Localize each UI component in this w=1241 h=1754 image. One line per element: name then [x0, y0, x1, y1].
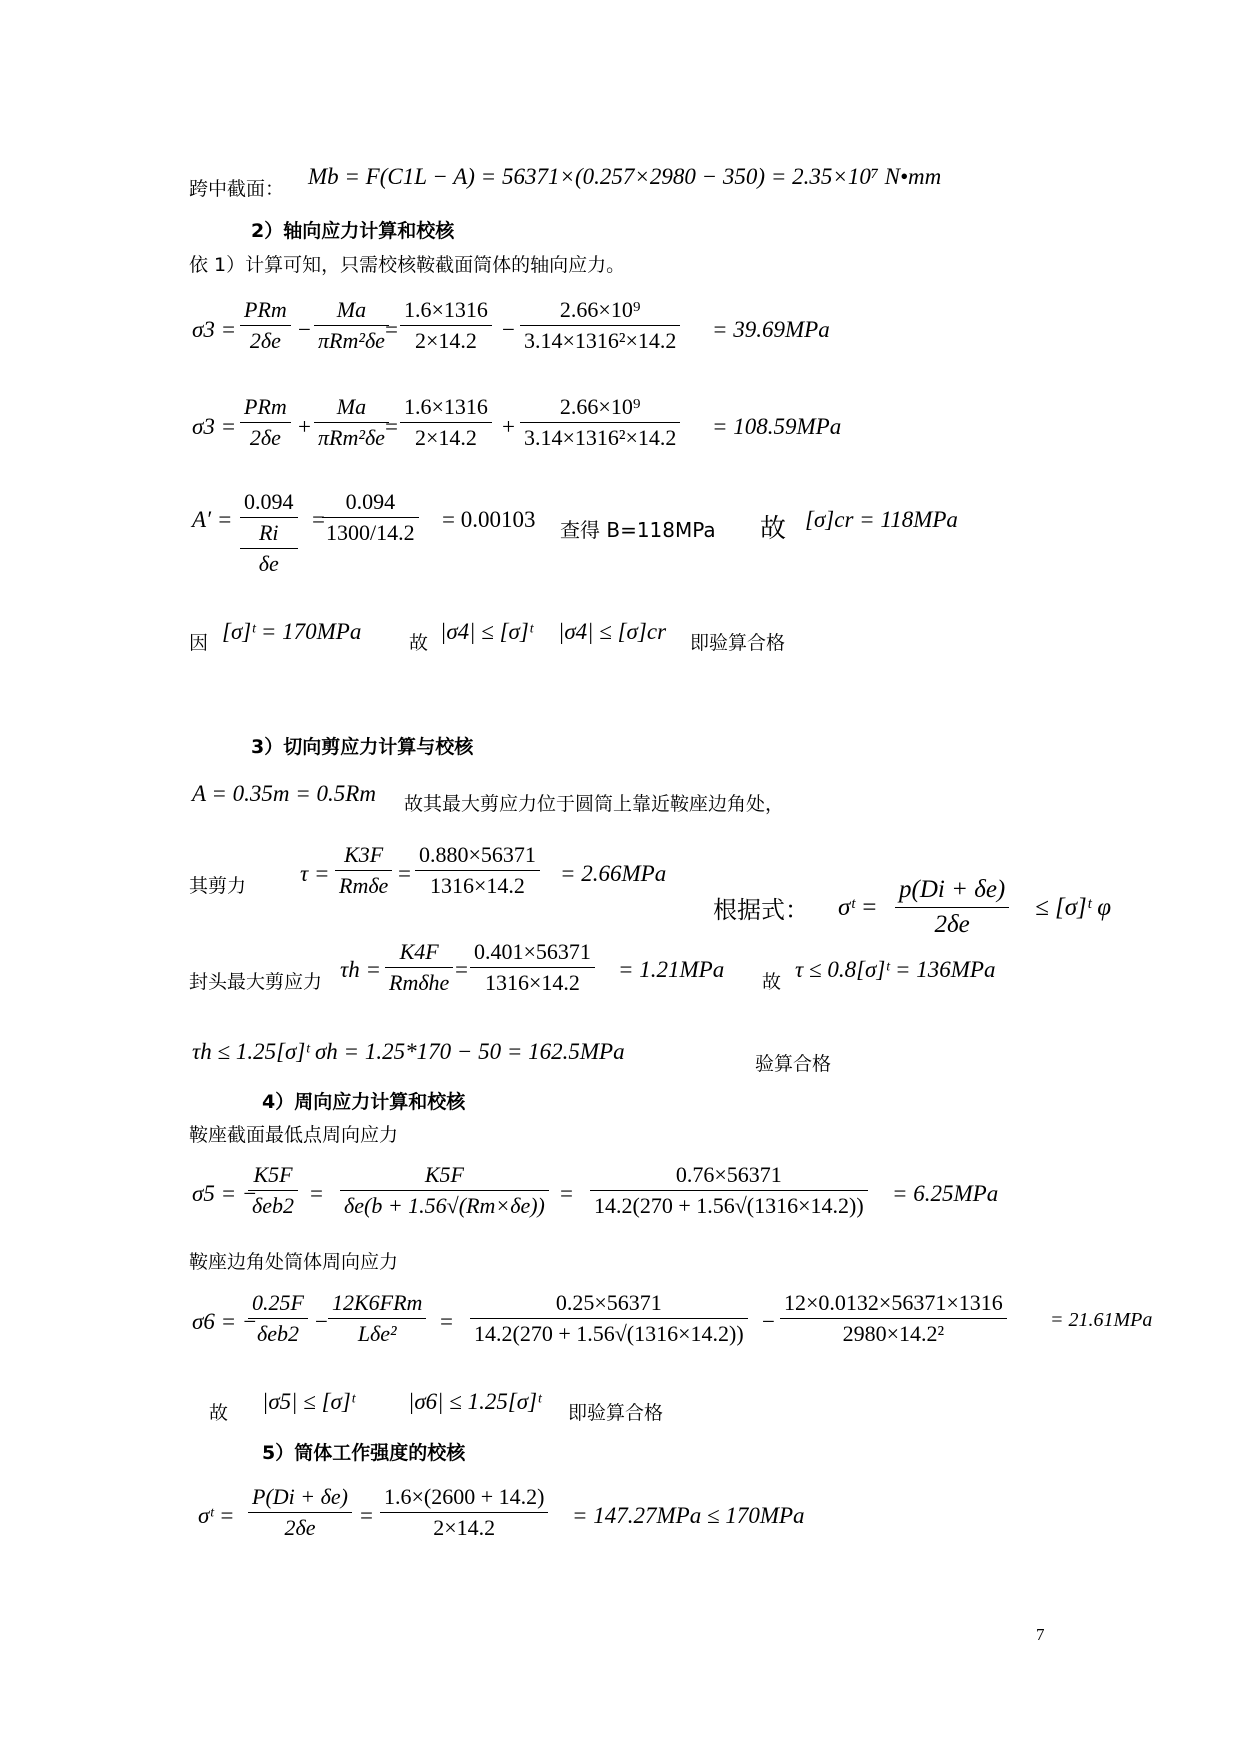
fraction: $\frac{1.6\times 1316}{2\times 14.2}$ [400, 395, 492, 450]
mid-span-formula: Mb = F(C1L − A) = 56371×(0.257×2980 − 350) = 2.35×10⁷ N•mm [308, 164, 942, 189]
fraction: PRm 2δe [240, 395, 291, 450]
result: = 108.59MPa [712, 414, 842, 439]
operator: − [502, 317, 515, 342]
fraction: Ma πRm²δe [314, 298, 389, 353]
fraction: $\frac{0.401\times 56371}{1316\times 14.2}$ [470, 940, 595, 995]
operator: − [298, 317, 311, 342]
condition: |σ4| ≤ [σ]cr [558, 619, 667, 644]
fraction: K5F δeb2 [248, 1163, 298, 1218]
fraction: $\frac{0.76\times 56371}{14.2(270 + 1.56√(1316\times 14.2))}$ [590, 1163, 868, 1218]
operator: = [312, 507, 325, 532]
basis-label: 根据式： [713, 896, 809, 924]
fraction: $\frac{1.6\times(2600 + 14.2)}{2\times 14.2}$ [380, 1485, 548, 1540]
fraction: K4F Rmδhe [385, 940, 453, 995]
sigma5-lhs: σ5 = − [192, 1181, 258, 1206]
tau-h-limit: τh ≤ 1.25[σ]ᵗ σh = 1.25*170 − 50 = 162.5MPa [192, 1039, 625, 1064]
shear-label: 其剪力 [189, 875, 247, 897]
note-text: 故其最大剪应力位于圆筒上靠近鞍座边角处， [404, 793, 785, 815]
sigma6-lhs: σ6 = − [192, 1309, 258, 1334]
so-text: 故 [409, 632, 429, 654]
operator: + [502, 414, 515, 439]
condition: |σ6| ≤ 1.25[σ]ᵗ [408, 1389, 541, 1414]
tau-limit: τ ≤ 0.8[σ]ᵗ = 136MPa [795, 957, 996, 982]
lookup-text: 查得 B=118MPa [560, 518, 716, 542]
fraction: $\frac{0.25\times 56371}{14.2(270 + 1.56√(1316\times 14.2))}$ [470, 1291, 748, 1346]
operator: = [440, 1309, 453, 1334]
result: = 0.00103 [442, 507, 536, 532]
sigma-t-lhs: σᵗ = [198, 1503, 235, 1528]
so-text: 故 [762, 971, 782, 993]
fraction: $\frac{12\times 0.0132\times 56371\times 1316}{\text{2980×14.2²}}$ [780, 1291, 1007, 1346]
operator: = [455, 957, 468, 982]
section-3-heading: 3）切向剪应力计算与校核 [251, 736, 474, 758]
basis-lhs: σᵗ = [838, 894, 878, 921]
operator: = [560, 1181, 573, 1206]
fraction: $\frac{0.880\times 56371}{1316\times 14.2}$ [415, 843, 540, 898]
result: = 21.61MPa [1050, 1309, 1153, 1331]
pass-text: 即验算合格 [690, 632, 786, 654]
operator: = [310, 1181, 323, 1206]
sigma-t: [σ]ᵗ = 170MPa [222, 619, 362, 644]
fraction: 12K6FRm Lδe² [328, 1291, 426, 1346]
fraction: $\frac{\text{2.66×10⁹}}{\text{3.14×1316²×14.2}}$ [520, 298, 680, 353]
fraction: $\frac{1.6\times 1316}{2\times 14.2}$ [400, 298, 492, 353]
because-text: 因 [189, 632, 209, 654]
fraction: $\frac{K5F}{\delta e(b + 1.56√(Rm\times\delta e))}$ [340, 1163, 549, 1218]
fraction: $\frac{\text{2.66×10⁹}}{\text{3.14×1316²×14.2}}$ [520, 395, 680, 450]
operator: − [762, 1309, 775, 1334]
head-shear-label: 封头最大剪应力 [189, 971, 323, 993]
condition: |σ4| ≤ [σ]ᵗ [440, 619, 533, 644]
sigma3-lhs: σ3 = [192, 414, 237, 439]
mid-span-label: 跨中截面： [189, 178, 285, 200]
basis-rhs: ≤ [σ]ᵗ φ [1035, 894, 1112, 921]
section-4-heading: 4）周向应力计算和校核 [262, 1091, 466, 1113]
low-point-label: 鞍座截面最低点周向应力 [189, 1124, 399, 1146]
fraction: 0.25F δeb2 [248, 1291, 308, 1346]
section-2-heading: 2）轴向应力计算和校核 [251, 220, 455, 242]
corner-label: 鞍座边角处筒体周向应力 [189, 1251, 399, 1273]
condition: |σ5| ≤ [σ]ᵗ [262, 1389, 355, 1414]
result: = 1.21MPa [618, 957, 725, 982]
section-2-intro: 依 1）计算可知，只需校核鞍截面筒体的轴向应力。 [189, 254, 626, 276]
result: = 147.27MPa ≤ 170MPa [572, 1503, 805, 1528]
a-prime-lhs: A′ = [192, 507, 233, 532]
tau-h-lhs: τh = [340, 957, 382, 982]
fraction: PRm 2δe [240, 298, 291, 353]
fraction: $\frac{0.094}{1300/14.2}$ [322, 490, 419, 545]
fraction: $\frac{P(Di + \delta e)}{2\delta e}$ [248, 1485, 352, 1540]
fraction: K3F Rmδe [335, 843, 392, 898]
fraction: $\frac{p(Di + \delta e)}{2\delta e}$ [895, 876, 1009, 938]
section-5-heading: 5）筒体工作强度的校核 [262, 1442, 466, 1464]
operator: = [398, 861, 411, 886]
operator: + [298, 414, 311, 439]
fraction: Ma πRm²δe [314, 395, 389, 450]
operator: = [385, 317, 398, 342]
operator: = [385, 414, 398, 439]
operator: − [315, 1309, 328, 1334]
pass-text: 即验算合格 [568, 1402, 664, 1424]
a-line: A = 0.35m = 0.5Rm [192, 781, 376, 806]
sigma3-lhs: σ3 = [192, 317, 237, 342]
so-text: 故 [760, 514, 787, 544]
pass-text: 验算合格 [755, 1053, 832, 1075]
sigma-cr: [σ]cr = 118MPa [805, 507, 958, 532]
operator: = [360, 1503, 373, 1528]
result: = 2.66MPa [560, 861, 667, 886]
so-text: 故 [209, 1402, 229, 1424]
page-number: 7 [1036, 1625, 1045, 1644]
tau-lhs: τ = [300, 861, 330, 886]
result: = 39.69MPa [712, 317, 830, 342]
fraction: 0.094 Ri δe [240, 490, 298, 577]
result: = 6.25MPa [892, 1181, 999, 1206]
